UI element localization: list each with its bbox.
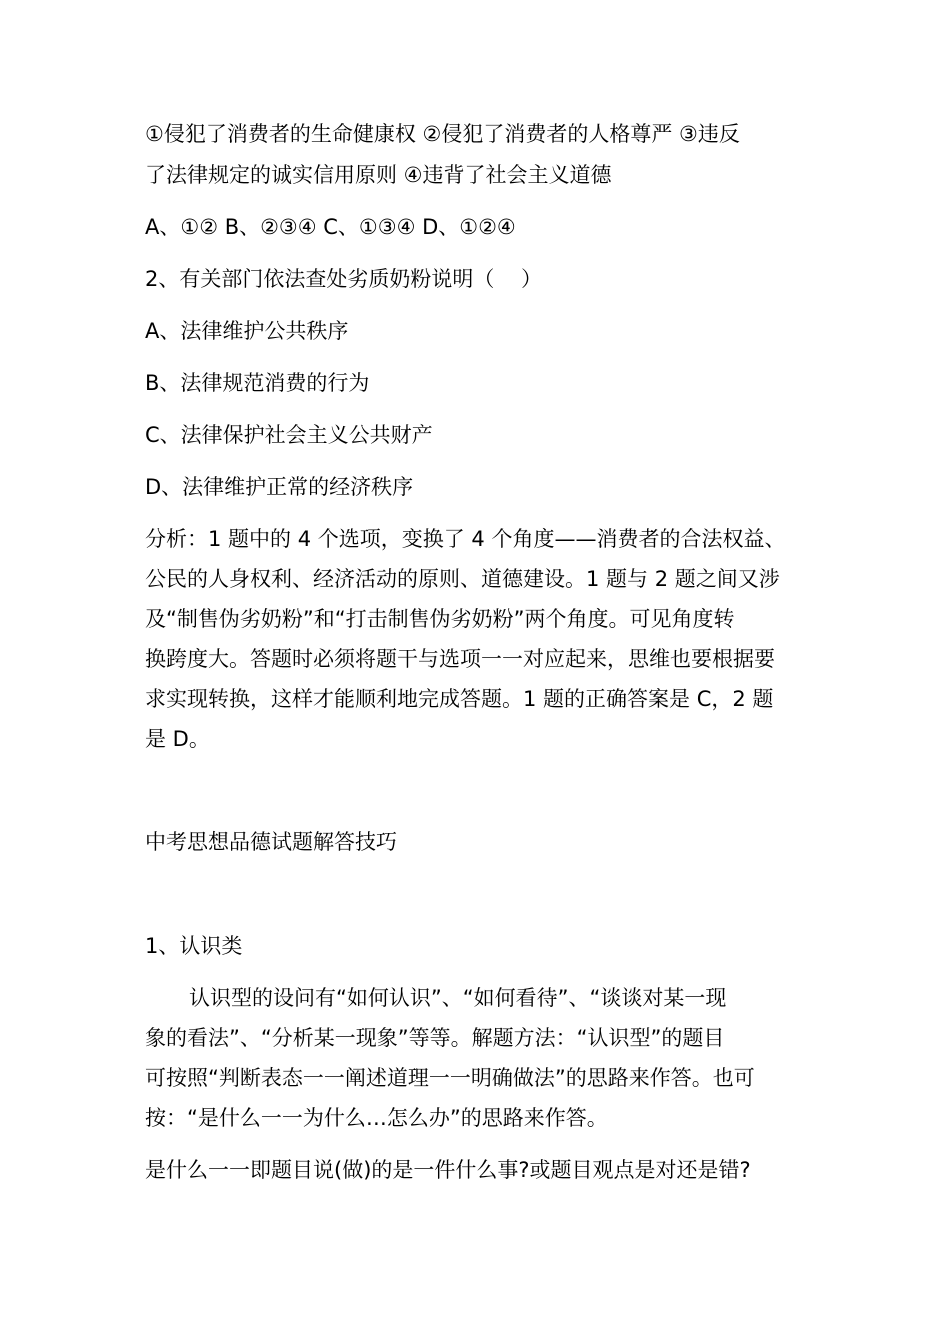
- analysis-line-1: 分析：1 题中的 4 个选项，变换了 4 个角度——消费者的合法权益、: [145, 527, 786, 551]
- analysis-line-6: 是 D。: [145, 727, 210, 751]
- q1-options: A、①② B、②③④ C、①③④ D、①②④: [145, 215, 516, 239]
- method-line-1: 认识型的设问有“如何认识”、“如何看待”、“谈谈对某一现: [189, 986, 727, 1010]
- what-line: 是什么一一即题目说(做)的是一件什么事?或题目观点是对还是错?: [145, 1158, 751, 1182]
- analysis-line-2: 公民的人身权利、经济活动的原则、道德建设。1 题与 2 题之间又涉: [145, 567, 780, 591]
- q1-statements-line-1: ①侵犯了消费者的生命健康权 ②侵犯了消费者的人格尊严 ③违反: [145, 122, 740, 146]
- analysis-line-3: 及“制售伪劣奶粉”和“打击制售伪劣奶粉”两个角度。可见角度转: [145, 607, 735, 631]
- method-line-4: 按：“是什么一一为什么…怎么办”的思路来作答。: [145, 1106, 608, 1130]
- q2-stem: 2、有关部门依法查处劣质奶粉说明（ ）: [145, 267, 543, 291]
- q1-statements-line-2: 了法律规定的诚实信用原则 ④违背了社会主义道德: [145, 163, 612, 187]
- q2-option-a: A、法律维护公共秩序: [145, 319, 349, 343]
- subsection-title: 1、认识类: [145, 934, 243, 958]
- q2-option-b: B、法律规范消费的行为: [145, 371, 370, 395]
- q2-option-c: C、法律保护社会主义公共财产: [145, 423, 433, 447]
- method-line-2: 象的看法”、“分析某一现象”等等。解题方法：“认识型”的题目: [145, 1026, 725, 1050]
- q2-option-d: D、法律维护正常的经济秩序: [145, 475, 414, 499]
- analysis-line-4: 换跨度大。答题时必须将题干与选项一一对应起来，思维也要根据要: [145, 647, 775, 671]
- method-line-3: 可按照“判断表态一一阐述道理一一明确做法”的思路来作答。也可: [145, 1066, 755, 1090]
- analysis-line-5: 求实现转换，这样才能顺利地完成答题。1 题的正确答案是 C，2 题: [145, 687, 774, 711]
- section-title: 中考思想品德试题解答技巧: [145, 830, 397, 854]
